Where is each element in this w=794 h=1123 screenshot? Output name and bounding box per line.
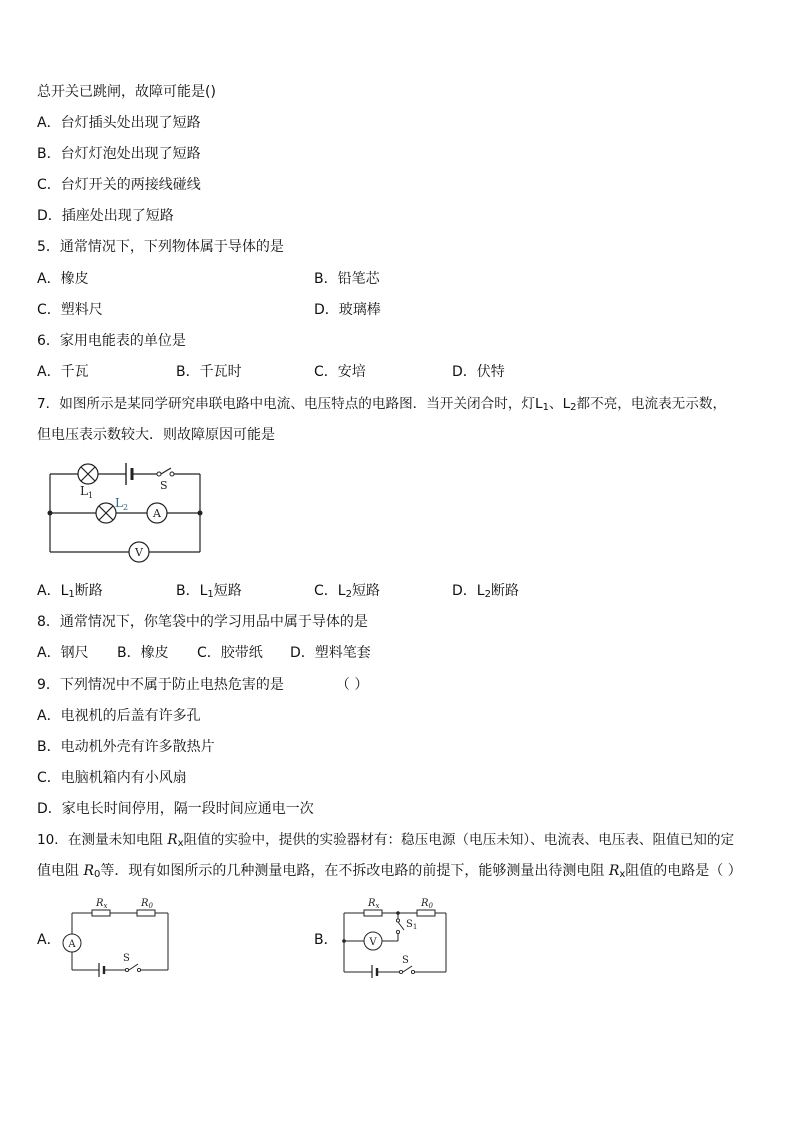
battery-icon (126, 463, 132, 485)
intro-option-b: B．台灯灯泡处出现了短路 (37, 146, 201, 162)
svg-text:R0: $R_0$ (421, 898, 433, 910)
q7-stem-line2: 但电压表示数较大．则故障原因可能是 (37, 427, 275, 443)
q7-circuit-diagram (40, 455, 215, 565)
resistor-rx-icon (92, 910, 110, 916)
switch-s-icon (399, 970, 414, 973)
switch-s-icon (157, 472, 174, 476)
q10-circuit-a (58, 893, 178, 978)
voltmeter-icon (129, 542, 149, 562)
q5-option-b: B．铅笔芯 (314, 271, 380, 287)
q9-option-b: B．电动机外壳有许多散热片 (37, 739, 215, 755)
label-l2: $L_2$ (115, 496, 129, 512)
svg-text:A: A (68, 939, 76, 950)
switch-s1-icon (396, 919, 399, 934)
label-l1: $L_1$ (80, 484, 94, 500)
switch-s-icon (125, 968, 140, 971)
resistor-r0-icon (137, 910, 155, 916)
q8-option-b: B．橡皮 (117, 645, 169, 661)
q6-option-c: C．安培 (314, 364, 366, 380)
lamp-l1-icon (78, 464, 98, 484)
q10-stem-line2: 值电阻 $R_0$等．现有如图所示的几种测量电路，在不拆改电路的前提下，能够测量出待测电阻 $R_x$阻值的电路是（ ） (37, 863, 742, 880)
intro-option-d: D．插座处出现了短路 (37, 208, 174, 224)
intro-option-c: C．台灯开关的两接线碰线 (37, 177, 201, 193)
svg-text:Rx: $R_x$ (96, 898, 108, 910)
svg-text:V: V (135, 546, 143, 559)
label-s: S (160, 479, 168, 492)
voltmeter-icon (364, 932, 382, 950)
q8-stem: 8．通常情况下，你笔袋中的学习用品中属于导体的是 (37, 614, 368, 630)
svg-text:A: A (153, 507, 161, 520)
q10-option-b-label: B． (314, 932, 338, 948)
q9-option-c: C．电脑机箱内有小风扇 (37, 770, 187, 786)
svg-text:S1: $S_1$ (406, 919, 418, 931)
q8-option-c: C．胶带纸 (197, 645, 263, 661)
question-stem-intro: 总开关已跳闸，故障可能是() (37, 84, 216, 100)
q7-option-c: C．$L_2$短路 (314, 583, 380, 600)
svg-text:S: S (402, 955, 409, 966)
q10-circuit-b (336, 893, 456, 978)
svg-text:S: S (123, 953, 130, 964)
q7-option-d: D．$L_2$断路 (452, 583, 519, 600)
q9-answer-bracket: （ ） (335, 677, 369, 693)
ammeter-icon (63, 934, 81, 952)
ammeter-icon (147, 503, 167, 523)
q6-option-a: A．千瓦 (37, 364, 89, 380)
q5-option-c: C．塑料尺 (37, 302, 103, 318)
q8-option-d: D．塑料笔套 (290, 645, 371, 661)
q9-stem: 9．下列情况中不属于防止电热危害的是 （ ） (37, 677, 369, 693)
q5-option-a: A．橡皮 (37, 271, 89, 287)
q5-stem: 5．通常情况下，下列物体属于导体的是 (37, 239, 284, 255)
resistor-r0-icon (417, 910, 435, 916)
q7-stem-line1: 7．如图所示是某同学研究串联电路中电流、电压特点的电路图．当开关闭合时，灯$L_1$、$L_2$都不亮，电流表无示数， (37, 396, 727, 413)
resistor-rx-icon (364, 910, 382, 916)
q10-stem-line1: 10．在测量未知电阻 $R_x$阻值的实验中，提供的实验器材有：稳压电源（电压未知）、电流表、电压表、阻值已知的定 (37, 832, 735, 849)
svg-text:R0: $R_0$ (141, 898, 153, 910)
svg-text:V: V (369, 937, 377, 948)
q5-option-d: D．玻璃棒 (314, 302, 381, 318)
q9-option-d: D．家电长时间停用，隔一段时间应通电一次 (37, 801, 314, 817)
q10-option-a-label: A． (37, 932, 61, 948)
battery-icon (99, 963, 104, 977)
q7-option-a: A．$L_1$断路 (37, 583, 103, 600)
svg-text:Rx: $R_x$ (368, 898, 380, 910)
q7-option-b: B．$L_1$短路 (176, 583, 242, 600)
q6-option-b: B．千瓦时 (176, 364, 242, 380)
q9-option-a: A．电视机的后盖有许多孔 (37, 708, 201, 724)
q8-option-a: A．钢尺 (37, 645, 89, 661)
q6-stem: 6．家用电能表的单位是 (37, 333, 186, 349)
intro-option-a: A．台灯插头处出现了短路 (37, 115, 201, 131)
battery-icon (372, 965, 377, 978)
lamp-l2-icon (96, 503, 116, 523)
q6-option-d: D．伏特 (452, 364, 505, 380)
